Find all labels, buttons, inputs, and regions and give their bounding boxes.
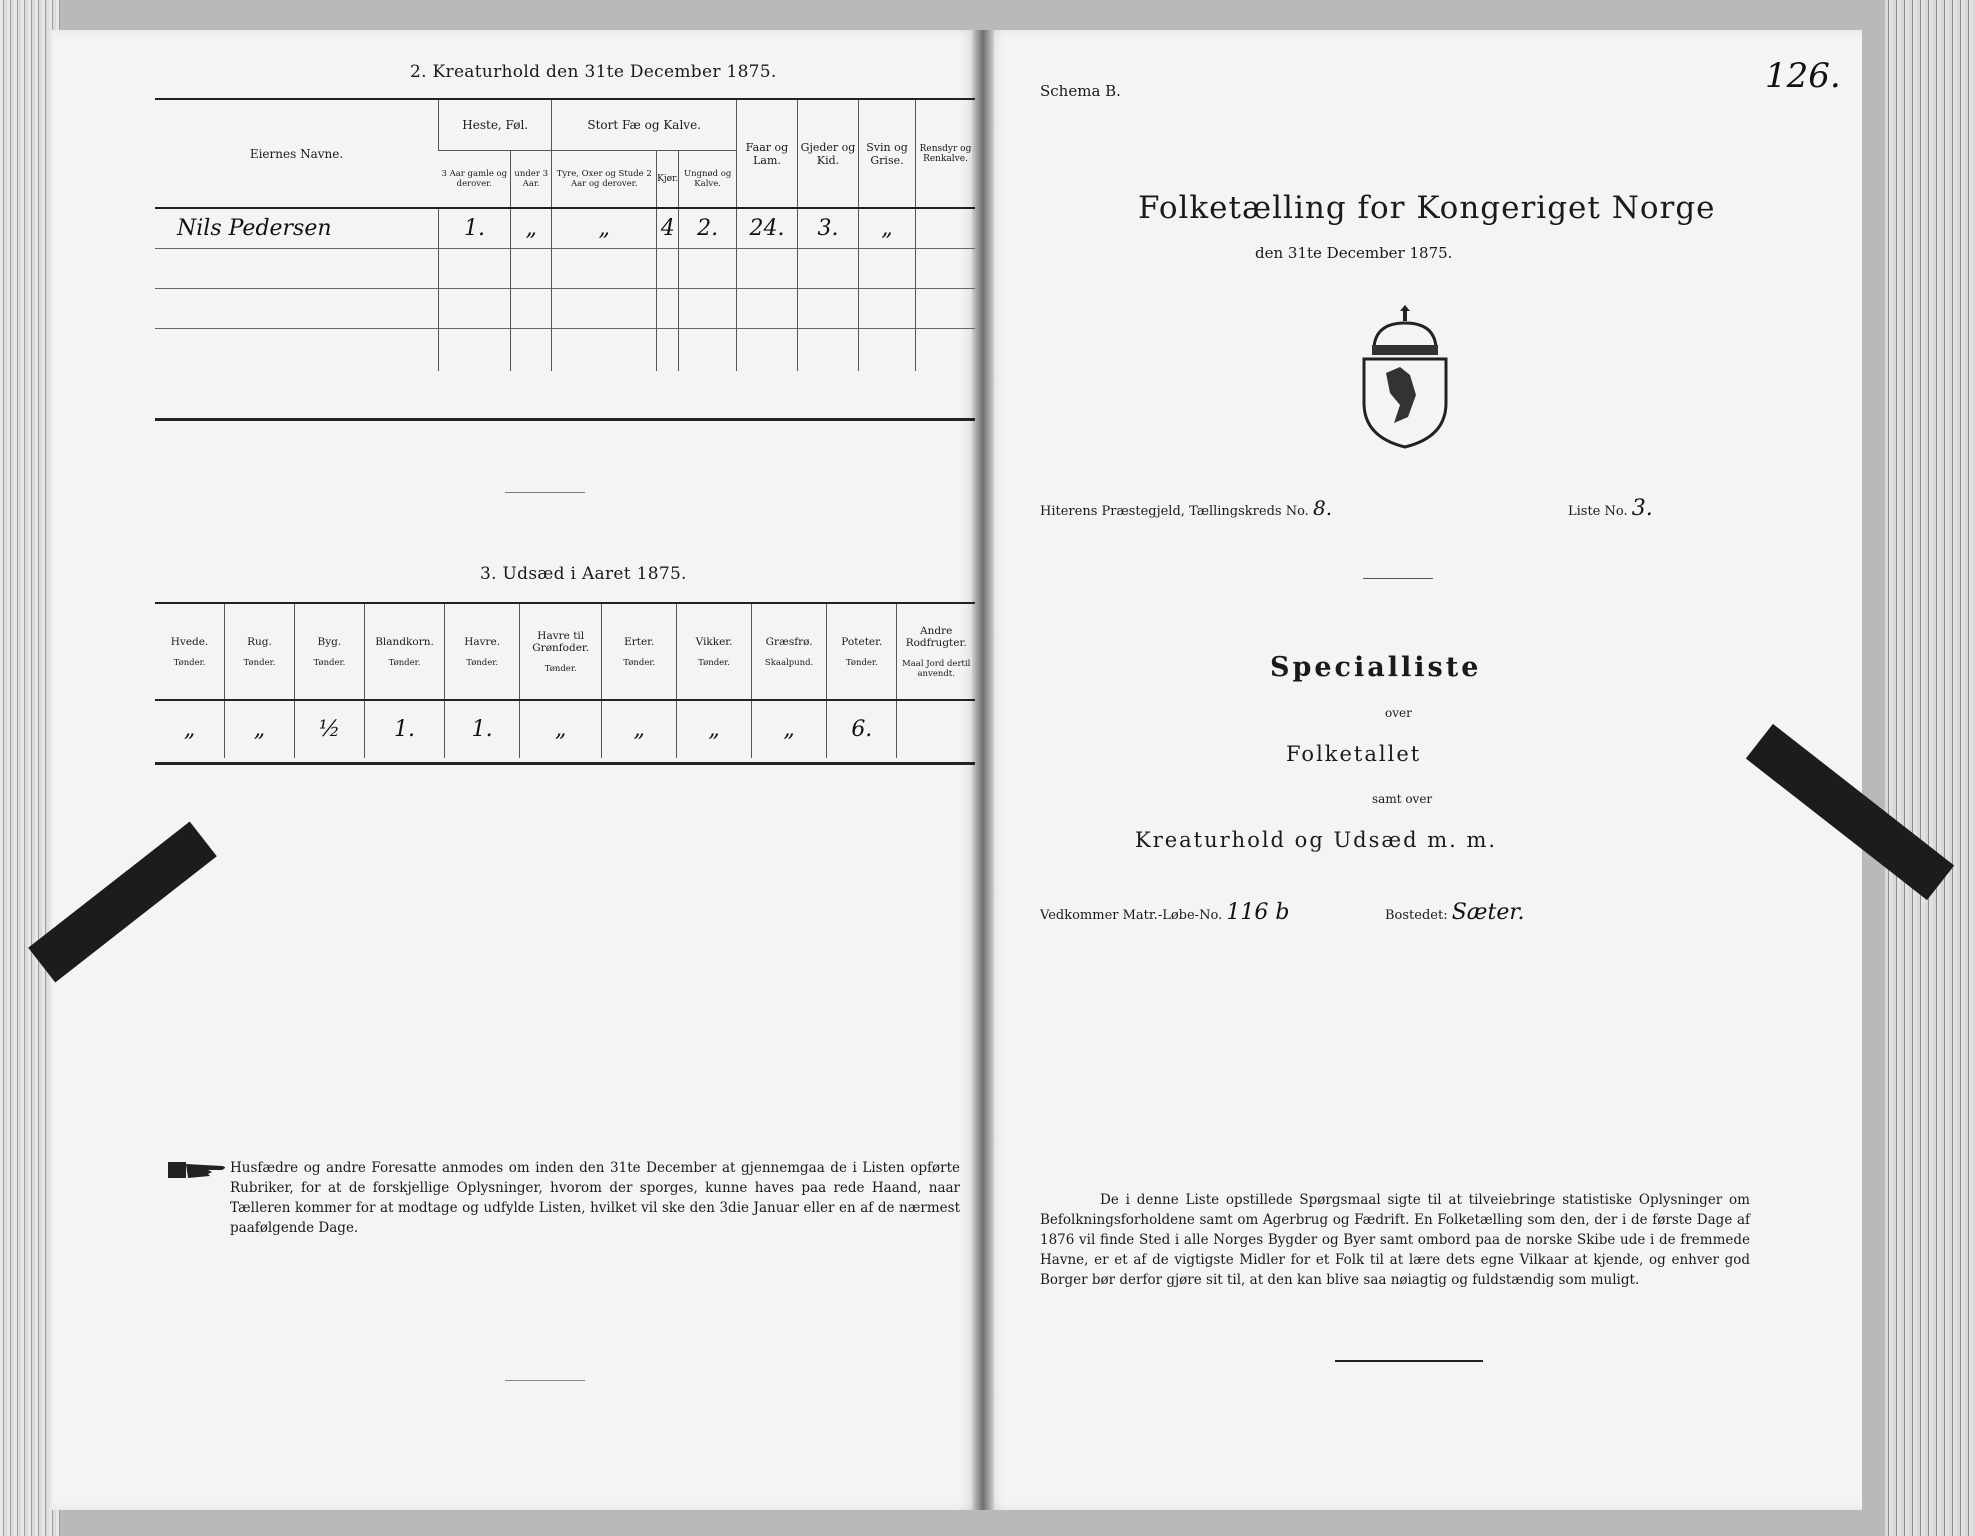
seed-table-bottom-rule: [155, 762, 975, 765]
divider: [505, 492, 585, 493]
folketallet-title: Folketallet: [1286, 742, 1422, 766]
table-bottom-rule: [155, 418, 975, 421]
seed-value-2: ½: [294, 700, 364, 758]
seed-header-unit: Tønder.: [698, 657, 730, 668]
header-goats: Gjeder og Kid.: [798, 100, 859, 208]
seed-table: [155, 604, 975, 758]
seed-header-name: Havre.: [464, 635, 501, 648]
seed-header-unit: Tønder.: [623, 657, 656, 668]
seed-value-7: „: [677, 700, 752, 758]
seed-header-8: [752, 604, 827, 700]
coat-of-arms-icon: [1350, 305, 1460, 450]
seed-header-unit: Tønder.: [173, 657, 206, 668]
cell-horses-old: 1.: [439, 208, 511, 248]
note-paragraph: Husfædre og andre Foresatte anmodes om inden den 31te December at gjennemgaa de i Listen opførte Rubriker, for at de forskjellige Oplysninger, hvorom der sporges, kunne haves paa rede Haand, naar Tælleren kommer for at modtage og udfylde Listen, hvilket vil ske den 3die Januar eller en af de nærmest paafølgende Dage.: [230, 1160, 960, 1236]
seed-header-name: Rug.: [247, 635, 272, 648]
seed-value-9: 6.: [827, 700, 897, 758]
seed-header-unit: Tønder.: [388, 657, 421, 668]
seed-header-name: Andre Rodfrugter.: [905, 624, 967, 649]
seed-value-0: „: [183, 717, 196, 742]
cell-reindeer: [916, 208, 976, 248]
samt-over-label: samt over: [1372, 792, 1433, 806]
seed-header-name: Poteter.: [841, 635, 883, 648]
seed-header-unit: Skaalpund.: [764, 657, 814, 668]
livestock-table: [155, 100, 975, 371]
seed-header-unit: Tønder.: [544, 663, 577, 674]
district-value: 8.: [1312, 496, 1333, 520]
page-edges-right: [1885, 0, 1975, 1536]
page-number: 126.: [1765, 56, 1841, 96]
specialliste-title: Specialliste: [1270, 652, 1482, 683]
page-edges-left: [0, 0, 60, 1536]
bosted-label: Bostedet:: [1385, 908, 1448, 923]
seed-header-name: Græsfrø.: [765, 635, 813, 648]
seed-header-4: [445, 604, 520, 700]
schema-label: Schema B.: [1040, 82, 1121, 100]
pointing-hand-icon: [168, 1158, 230, 1182]
table-row: [155, 288, 975, 328]
header-reindeer: Rensdyr og Renkalve.: [916, 100, 976, 208]
seed-header-6: [602, 604, 677, 700]
cell-goats: 3.: [798, 208, 859, 248]
seed-header-9: [827, 604, 897, 700]
header-horses-young: under 3 Aar.: [511, 150, 552, 208]
matr-label: Vedkommer Matr.-Løbe-No.: [1040, 908, 1223, 923]
seed-header-name: Byg.: [317, 635, 342, 648]
cell-calves: 2.: [679, 208, 737, 248]
parish-label: Hiterens Præstegjeld,: [1040, 504, 1185, 519]
main-title: Folketælling for Kongeriget Norge: [1138, 190, 1716, 226]
seed-value-8: „: [752, 700, 827, 758]
cell-sheep: 24.: [737, 208, 798, 248]
book-gutter: [972, 30, 994, 1510]
matr-value: 116 b: [1226, 900, 1290, 925]
seed-header-7: [677, 604, 752, 700]
owner-name: Nils Pedersen: [177, 215, 332, 241]
seed-value-6: „: [602, 700, 677, 758]
header-sheep: Faar og Lam.: [737, 100, 798, 208]
seed-header-1: [225, 604, 295, 700]
divider: [1363, 578, 1433, 579]
header-cattle: Stort Fæ og Kalve.: [552, 100, 737, 150]
seed-header-name: Vikker.: [695, 635, 733, 648]
cell-oxen: „: [552, 208, 657, 248]
seed-value-3: 1.: [364, 700, 444, 758]
seed-header-unit: Tønder.: [313, 657, 346, 668]
seed-header-name: Havre til Grønfoder.: [532, 629, 590, 654]
seed-header-5: [520, 604, 602, 700]
kreaturhold-title: Kreaturhold og Udsæd m. m.: [1135, 828, 1498, 852]
table-row: [155, 248, 975, 288]
seed-header-name: Erter.: [624, 635, 655, 648]
cell-horses-young: „: [511, 208, 552, 248]
header-pigs: Svin og Grise.: [859, 100, 916, 208]
seed-header-name: Blandkorn.: [375, 635, 434, 648]
seed-header-unit: Maal Jord dertil anvendt.: [902, 658, 971, 679]
date-line: den 31te December 1875.: [1255, 244, 1453, 262]
seed-value-10: [897, 700, 975, 758]
seed-header-name: Hvede.: [170, 635, 209, 648]
cell-pigs: „: [859, 208, 916, 248]
header-owner: Eiernes Navne.: [249, 146, 344, 161]
seed-header-3: [364, 604, 444, 700]
seed-header-2: [294, 604, 364, 700]
intro-paragraph: De i denne Liste opstillede Spørgsmaal sigte til at tilveiebringe statistiske Oplysninger om Befolkningsforholdene samt om Agerbrug og Fædrift. En Folketælling som den, der i de første Dage af 1876 vil finde Sted i alle Norges Bygder og Byer samt ombord paa de norske Skibe ude i de fremmede Havne, er et af de vigtigste Midler for et Folk til at lære dets egne Vilkaar at kjende, og enhver god Borger bør derfor gjøre sit til, at den kan blive saa nøiagtig og fuldstændig som muligt.: [1040, 1192, 1750, 1288]
header-cows: Kjør.: [657, 150, 679, 208]
divider: [505, 1380, 585, 1381]
header-calves: Ungnød og Kalve.: [679, 150, 737, 208]
seed-header-0: [155, 604, 225, 700]
table-row: [155, 328, 975, 371]
over-label: over: [1385, 706, 1412, 720]
list-label: Liste No.: [1568, 504, 1628, 519]
seed-value-4: 1.: [445, 700, 520, 758]
seed-header-10: [897, 604, 975, 700]
list-value: 3.: [1631, 496, 1653, 521]
seed-header-unit: Tønder.: [243, 657, 276, 668]
header-horses-old: 3 Aar gamle og derover.: [441, 168, 508, 189]
seed-header-unit: Tønder.: [845, 657, 878, 668]
seed-value-5: „: [520, 700, 602, 758]
section3-title: 3. Udsæd i Aaret 1875.: [480, 564, 687, 584]
section2-title: 2. Kreaturhold den 31te December 1875.: [410, 62, 777, 82]
header-horses: Heste, Føl.: [439, 100, 552, 150]
seed-header-unit: Tønder.: [466, 657, 499, 668]
cell-cows: 4: [657, 208, 679, 248]
divider: [1335, 1360, 1483, 1362]
district-label: Tællingskreds No.: [1189, 504, 1309, 519]
header-oxen: Tyre, Oxer og Stude 2 Aar og derover.: [552, 150, 657, 208]
bosted-value: Sæter.: [1451, 900, 1525, 925]
seed-value-1: „: [225, 700, 295, 758]
